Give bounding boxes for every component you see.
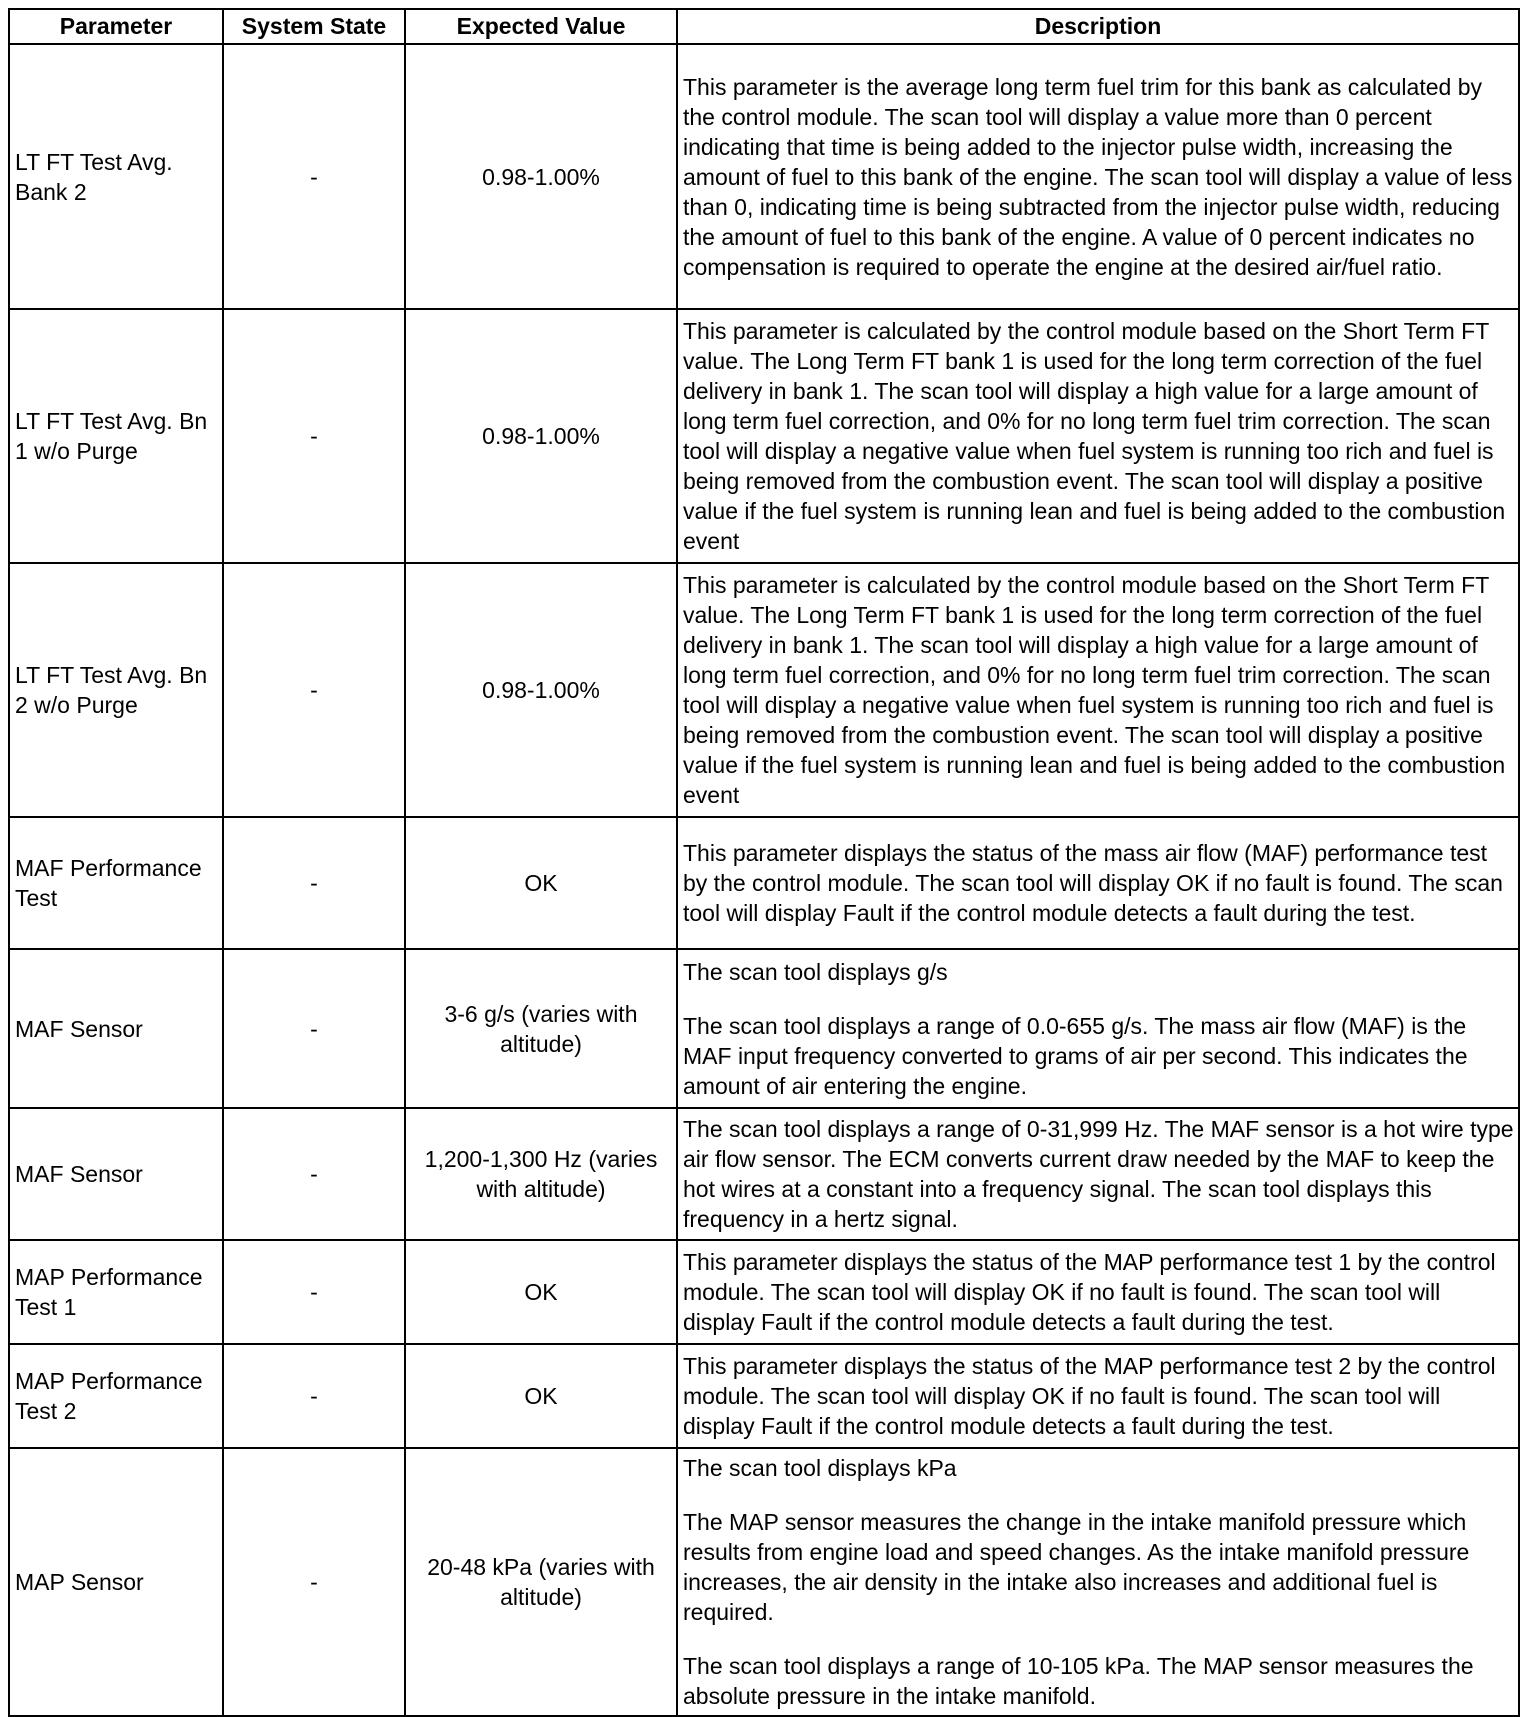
description-paragraph: This parameter displays the status of the MAP performance test 1 by the control module. The scan tool will display OK if no fault is found. The scan tool will display Fault if the control module detects a fault during the test. [683, 1249, 1496, 1335]
system-state-cell: - [223, 817, 405, 949]
expected-value-cell: 1,200-1,300 Hz (varies with altitude) [405, 1108, 677, 1240]
description-paragraph: The scan tool displays a range of 0-31,999 Hz. The MAF sensor is a hot wire type air flow sensor. The ECM converts current draw needed by the MAF to keep the hot wires at a constant into a frequency signal. The scan tool displays this frequency in a hertz signal. [683, 1116, 1514, 1232]
system-state-cell: - [223, 949, 405, 1108]
parameter-cell: MAP Performance Test 1 [9, 1240, 223, 1344]
expected-value-cell: 0.98-1.00% [405, 563, 677, 817]
parameter-table [8, 8, 1520, 1717]
expected-value-cell: 0.98-1.00% [405, 44, 677, 309]
system-state-cell: - [223, 44, 405, 309]
header-expected-value: Expected Value [405, 9, 677, 44]
description-paragraph: This parameter displays the status of the mass air flow (MAF) performance test by the control module. The scan tool will display OK if no fault is found. The scan tool will display Fault if the control module detects a fault during the test. [683, 840, 1503, 926]
system-state-cell: - [223, 1344, 405, 1448]
description-paragraph: The scan tool displays a range of 10-105 kPa. The MAP sensor measures the absolute pressure in the intake manifold. [683, 1653, 1474, 1709]
description-cell [677, 309, 1519, 563]
description-cell [677, 1240, 1519, 1344]
expected-value-cell: OK [405, 1344, 677, 1448]
table-row [9, 1344, 1519, 1448]
parameter-cell: MAP Sensor [9, 1448, 223, 1716]
table-row [9, 1240, 1519, 1344]
parameter-cell: MAF Performance Test [9, 817, 223, 949]
description-paragraph: The scan tool displays a range of 0.0-655 g/s. The mass air flow (MAF) is the MAF input frequency converted to grams of air per second. This indicates the amount of air entering the engine. [683, 1012, 1468, 1099]
parameter-cell: LT FT Test Avg. Bn 1 w/o Purge [9, 309, 223, 563]
expected-value-cell: 0.98-1.00% [405, 309, 677, 563]
expected-value-cell: OK [405, 817, 677, 949]
system-state-cell: - [223, 309, 405, 563]
description-paragraph: This parameter is calculated by the control module based on the Short Term FT value. The Long Term FT bank 1 is used for the long term correction of the fuel delivery in bank 1. The scan tool will display a high value for a large amount of long term fuel correction, and 0% for no long term fuel trim correction. The scan tool will display a negative value when fuel system is running too rich and fuel is being removed from the combustion event. The scan tool will display a positive value if the fuel system is running lean and fuel is being added to the combustion event [683, 572, 1506, 808]
description-paragraph: This parameter is calculated by the control module based on the Short Term FT value. The Long Term FT bank 1 is used for the long term correction of the fuel delivery in bank 1. The scan tool will display a high value for a large amount of long term fuel correction, and 0% for no long term fuel trim correction. The scan tool will display a negative value when fuel system is running too rich and fuel is being removed from the combustion event. The scan tool will display a positive value if the fuel system is running lean and fuel is being added to the combustion event [683, 318, 1506, 554]
parameter-cell: MAF Sensor [9, 949, 223, 1108]
description-cell [677, 1448, 1519, 1716]
system-state-cell: - [223, 563, 405, 817]
description-paragraph: This parameter displays the status of the MAP performance test 2 by the control module. The scan tool will display OK if no fault is found. The scan tool will display Fault if the control module detects a fault during the test. [683, 1353, 1496, 1439]
description-paragraph: This parameter is the average long term fuel trim for this bank as calculated by the control module. The scan tool will display a value more than 0 percent indicating that time is being added to the injector pulse width, increasing the amount of fuel to this bank of the engine. The scan tool will display a value of less than 0, indicating time is being subtracted from the injector pulse width, reducing the amount of fuel to this bank of the engine. A value of 0 percent indicates no compensation is required to operate the engine at the desired air/fuel ratio. [683, 73, 1513, 280]
parameter-cell: LT FT Test Avg. Bn 2 w/o Purge [9, 563, 223, 817]
expected-value-cell: OK [405, 1240, 677, 1344]
header-system-state: System State [223, 9, 405, 44]
expected-value-cell: 3-6 g/s (varies with altitude) [405, 949, 677, 1108]
table-row [9, 1108, 1519, 1240]
parameter-cell: LT FT Test Avg. Bank 2 [9, 44, 223, 309]
table-row [9, 44, 1519, 309]
system-state-cell: - [223, 1448, 405, 1716]
description-paragraph: The MAP sensor measures the change in the intake manifold pressure which results from engine load and speed changes. As the intake manifold pressure increases, the air density in the intake also increases and additional fuel is required. [683, 1509, 1470, 1625]
description-cell [677, 563, 1519, 817]
header-row [9, 9, 1519, 44]
table-row [9, 1448, 1519, 1716]
description-cell [677, 1108, 1519, 1240]
document-page [8, 8, 1520, 1717]
system-state-cell: - [223, 1240, 405, 1344]
description-cell [677, 44, 1519, 309]
header-parameter: Parameter [9, 9, 223, 44]
parameter-cell: MAF Sensor [9, 1108, 223, 1240]
system-state-cell: - [223, 1108, 405, 1240]
description-paragraph: The scan tool displays kPa [683, 1455, 957, 1481]
table-row [9, 309, 1519, 563]
table-row [9, 817, 1519, 949]
table-row [9, 563, 1519, 817]
header-description: Description [677, 9, 1519, 44]
description-paragraph: The scan tool displays g/s [683, 958, 948, 985]
description-cell [677, 1344, 1519, 1448]
parameter-cell: MAP Performance Test 2 [9, 1344, 223, 1448]
table-row [9, 949, 1519, 1108]
description-cell [677, 817, 1519, 949]
expected-value-cell: 20-48 kPa (varies with altitude) [405, 1448, 677, 1716]
description-cell [677, 949, 1519, 1108]
